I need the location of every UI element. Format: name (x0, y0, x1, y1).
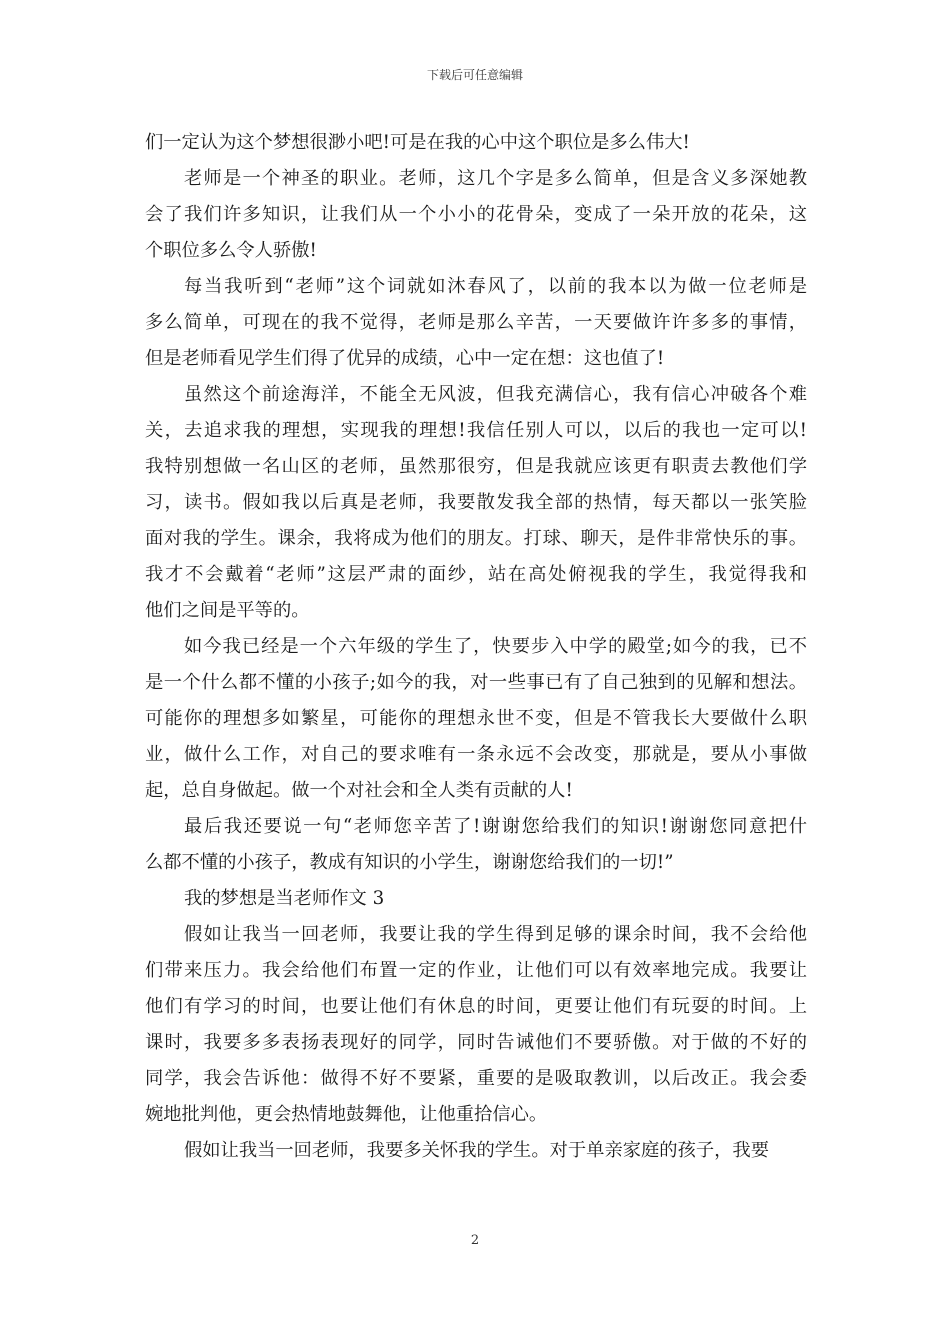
text-line: 面对我的学生。课余，我将成为他们的朋友。打球、聊天，是件非常快乐的事。 (145, 528, 807, 549)
text-line: 起，总自身做起。做一个对社会和全人类有贡献的人! (145, 780, 573, 801)
paragraph-first-line: 最后我还要说一句“老师您辛苦了!谢谢您给我们的知识!谢谢您同意把什 (184, 816, 807, 837)
paragraph-first-line: 每当我听到“老师”这个词就如沐春风了，以前的我本以为做一位老师是 (184, 276, 807, 297)
paragraph-first-line: 假如让我当一回老师，我要多关怀我的学生。对于单亲家庭的孩子，我要 (184, 1140, 769, 1161)
text-line: 但是老师看见学生们得了优异的成绩，心中一定在想：这也值了! (145, 348, 665, 369)
text-line: 同学，我会告诉他：做得不好不要紧，重要的是吸取教训，以后改正。我会委 (145, 1068, 807, 1089)
text-line: 婉地批判他，更会热情地鼓舞他，让他重拾信心。 (145, 1104, 548, 1125)
text-line: 课时，我要多多表扬表现好的同学，同时告诫他们不要骄傲。对于做的不好的 (145, 1032, 807, 1053)
text-line: 么都不懂的小孩子，教成有知识的小学生，谢谢您给我们的一切!” (145, 852, 674, 873)
text-line: 多么简单，可现在的我不觉得，老师是那么辛苦，一天要做许许多多的事情， (145, 312, 807, 333)
text-line: 他们之间是平等的。 (145, 600, 310, 621)
text-line: 他们有学习的时间，也要让他们有休息的时间，更要让他们有玩耍的时间。上 (145, 996, 807, 1017)
paragraph-first-line: 我的梦想是当老师作文 3 (184, 888, 385, 909)
paragraph-first-line: 虽然这个前途海洋，不能全无风波，但我充满信心，我有信心冲破各个难 (184, 384, 807, 405)
document-body (145, 125, 807, 1169)
paragraph-first-line: 假如让我当一回老师，我要让我的学生得到足够的课余时间，我不会给他 (184, 924, 807, 945)
text-line: 可能你的理想多如繁星，可能你的理想永世不变，但是不管我长大要做什么职 (145, 708, 807, 729)
text-line: 是一个什么都不懂的小孩子;如今的我，对一些事已有了自己独到的见解和想法。 (145, 672, 807, 693)
paragraph-first-line: 老师是一个神圣的职业。老师，这几个字是多么简单，但是含义多深她教 (184, 168, 807, 189)
text-line: 我特别想做一名山区的老师，虽然那很穷，但是我就应该更有职责去教他们学 (145, 456, 807, 477)
text-line: 关，去追求我的理想，实现我的理想!我信任别人可以，以后的我也一定可以! (145, 420, 807, 441)
text-line: 我才不会戴着“老师”这层严肃的面纱，站在高处俯视我的学生，我觉得我和 (145, 564, 807, 585)
text-line: 习，读书。假如我以后真是老师，我要散发我全部的热情，每天都以一张笑脸 (145, 492, 807, 513)
text-line: 们带来压力。我会给他们布置一定的作业，让他们可以有效率地完成。我要让 (145, 960, 807, 981)
text-line: 们一定认为这个梦想很渺小吧!可是在我的心中这个职位是多么伟大! (145, 132, 690, 153)
text-line: 会了我们许多知识，让我们从一个小小的花骨朵，变成了一朵开放的花朵，这 (145, 204, 807, 225)
page-number: 2 (470, 1233, 480, 1248)
paragraph-first-line: 如今我已经是一个六年级的学生了，快要步入中学的殿堂;如今的我，已不 (184, 636, 807, 657)
text-line: 个职位多么令人骄傲! (145, 240, 317, 261)
page-header: 下载后可任意编辑 (426, 68, 523, 82)
text-line: 业，做什么工作，对自己的要求唯有一条永远不会改变，那就是，要从小事做 (145, 744, 807, 765)
